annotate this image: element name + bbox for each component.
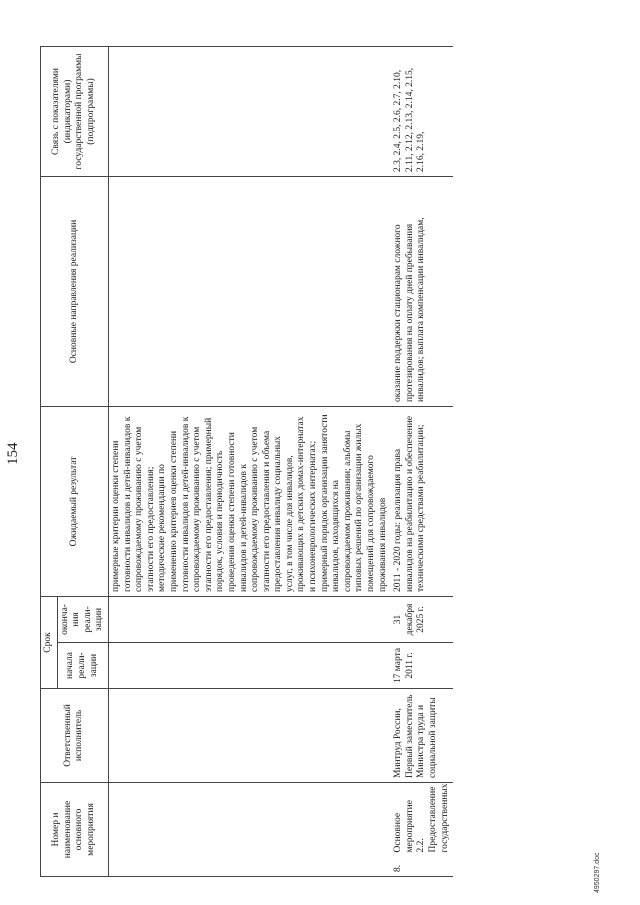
header-term: Срок — [41, 596, 58, 688]
header-start: начала реали-зации — [57, 642, 108, 688]
cell-empty — [108, 642, 391, 688]
document-code: 4950297.doc — [594, 852, 601, 893]
page-number: 154 — [5, 442, 21, 465]
table-row-8 — [391, 46, 453, 876]
result-cell: 2011 - 2020 годы: реализация права инвалидов на реабилитацию и обеспечение техническими средствами реабилитации; — [391, 406, 453, 596]
end-date-cell: 31 декабря 2025 г. — [391, 596, 453, 642]
executor-cell: Минтруд России, Первый заместитель Министра труда и социальной защиты — [391, 688, 453, 782]
cell-empty — [108, 176, 391, 406]
start-date-cell: 17 марта 2011 г. — [391, 642, 453, 688]
header-number-name: Номер и наименование основного мероприятия — [41, 782, 109, 876]
program-table — [40, 46, 453, 877]
header-executor: Ответственный исполнитель — [41, 688, 109, 782]
header-end: оконча-ния реали-зации — [57, 596, 108, 642]
cell-empty — [108, 857, 391, 877]
row-number: 8. — [391, 857, 453, 877]
cell-empty — [108, 46, 391, 176]
directions-cell: оказание поддержки стационарам сложного протезирования на оплату дней пребывания инвалидов; выплата компенсации инвалидам, — [391, 176, 453, 406]
table-row-continuation — [108, 46, 391, 876]
cell-empty — [108, 782, 391, 856]
header-result: Ожидаемый результат — [41, 406, 109, 596]
continuation-result-cell: примерные критерии оценки степени готовности инвалидов и детей-инвалидов к сопровождаемому проживанию с учетом этапности его предоставления; методические рекомендации по применению критериев оценки степени готовности инвалидов и детей-инвалидов к сопровождаемому проживанию с учетом этапности его предоставления; примерный порядок, условия и периодичность проведения оценки степени готовности инвалидов и детей-инвалидов к сопровождаемому проживанию с учетом этапности его предоставления и объема предоставления инвалиду социальных услуг, в том числе для инвалидов, проживающих в детских домах-интернатах и психоневрологических интернатах; примерный порядок организации занятости инвалидов, находящихся на сопровождаемом проживании; альбомы типовых решений по организации жилых помещений для сопровождаемого проживания инвалидов — [108, 406, 391, 596]
indicators-cell: 2.3, 2.4, 2.5, 2.6, 2.7, 2.10, 2.11, 2.12, 2.13, 2.14, 2.15, 2.16, 2.19, — [391, 46, 453, 176]
table-header — [41, 46, 109, 876]
cell-empty — [108, 596, 391, 642]
activity-name: Основное мероприятие 2.2. Предоставление государственных — [391, 782, 453, 856]
header-indicators: Связь с показателями (индикаторами) государственной программы (подпрограммы) — [41, 46, 109, 176]
cell-empty — [108, 688, 391, 782]
header-directions: Основные направления реализации — [41, 176, 109, 406]
